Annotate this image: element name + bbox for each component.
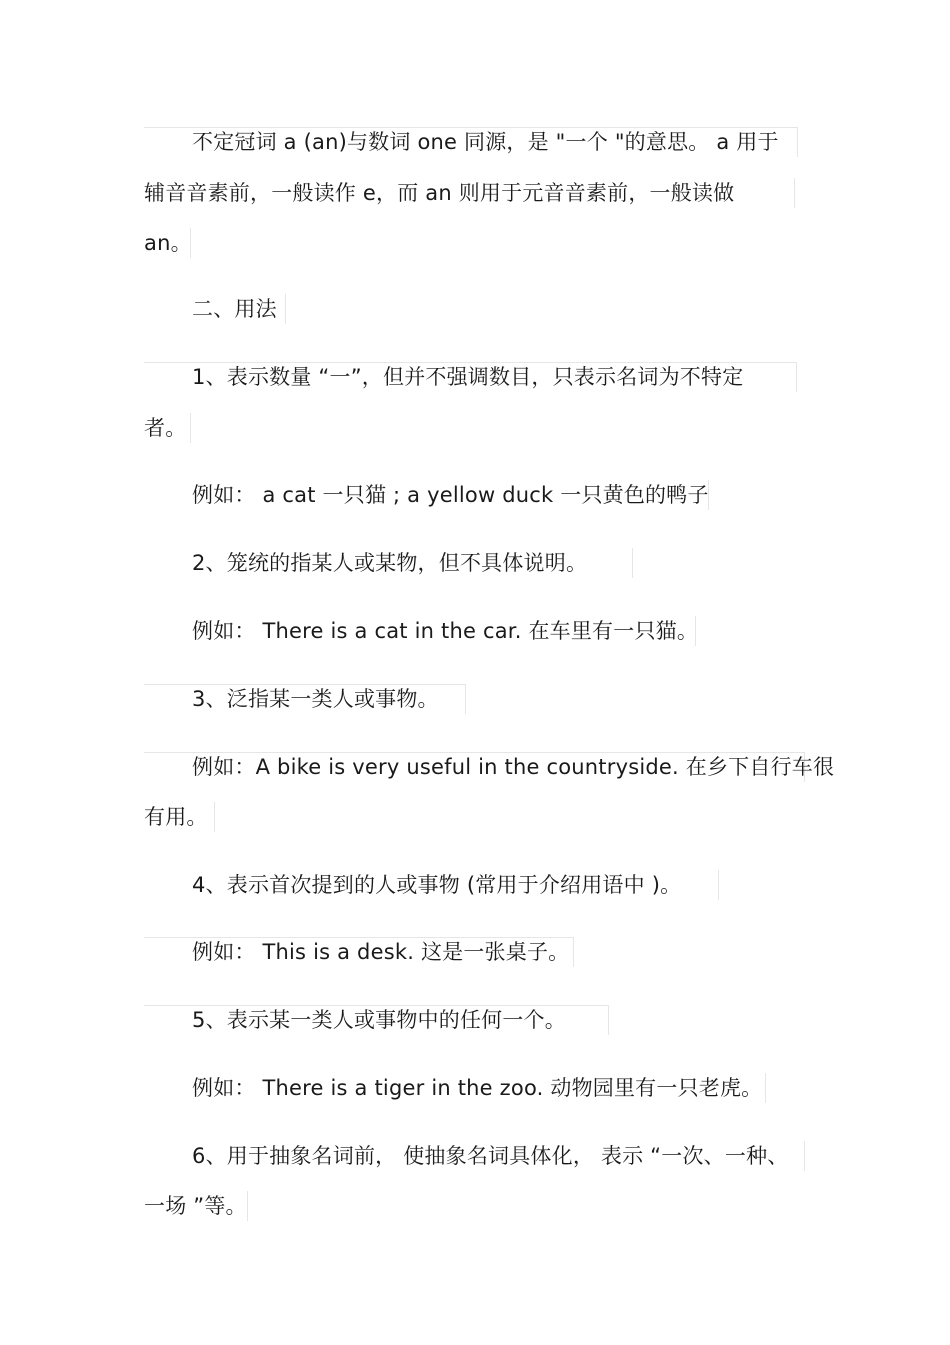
example-4: 例如： This is a desk. 这是一张桌子。: [192, 940, 570, 964]
paragraph-guide: [765, 1073, 766, 1103]
paragraph-guide: [718, 870, 719, 900]
paragraph-guide: [214, 802, 215, 832]
usage-6-line-2: 一场 ”等。: [144, 1194, 247, 1218]
paragraph-guide: [247, 1191, 248, 1221]
paragraph-guide: [796, 362, 797, 392]
paragraph-guide: [632, 548, 633, 578]
paragraph-guide: [465, 684, 466, 714]
paragraph-guide: [794, 178, 795, 208]
usage-3: 3、泛指某一类人或事物。: [192, 687, 439, 711]
paragraph-guide: [285, 294, 286, 324]
usage-1-line-2: 者。: [144, 416, 187, 440]
example-5: 例如： There is a tiger in the zoo. 动物园里有一只老虎。: [192, 1076, 763, 1100]
paragraph-guide: [573, 937, 574, 967]
usage-2: 2、笼统的指某人或某物，但不具体说明。: [192, 551, 588, 575]
usage-1-line-1: 1、表示数量 “一”，但并不强调数目，只表示名词为不特定: [192, 365, 744, 389]
paragraph-guide: [190, 413, 191, 443]
intro-line-2: 辅音音素前，一般读作 e，而 an 则用于元音音素前，一般读做: [144, 181, 735, 205]
usage-6-line-1: 6、用于抽象名词前， 使抽象名词具体化， 表示 “一次、一种、: [192, 1144, 789, 1168]
example-1: 例如： a cat 一只猫 ; a yellow duck 一只黄色的鸭子: [192, 483, 709, 507]
intro-line-1: 不定冠词 a (an)与数词 one 同源，是 "一个 "的意思。 a 用于: [192, 130, 779, 154]
example-2: 例如： There is a cat in the car. 在车里有一只猫。: [192, 619, 699, 643]
usage-4: 4、表示首次提到的人或事物 (常用于介绍用语中 )。: [192, 873, 682, 897]
example-3-line-2: 有用。: [144, 805, 208, 829]
section-heading: 二、用法: [192, 297, 277, 321]
example-3-line-1: 例如：A bike is very useful in the countryside. 在乡下自行车很: [192, 755, 835, 779]
paragraph-guide: [804, 1141, 805, 1171]
intro-line-3: an。: [144, 231, 192, 255]
usage-5: 5、表示某一类人或事物中的任何一个。: [192, 1008, 566, 1032]
paragraph-guide: [797, 127, 798, 157]
paragraph-guide: [608, 1005, 609, 1035]
